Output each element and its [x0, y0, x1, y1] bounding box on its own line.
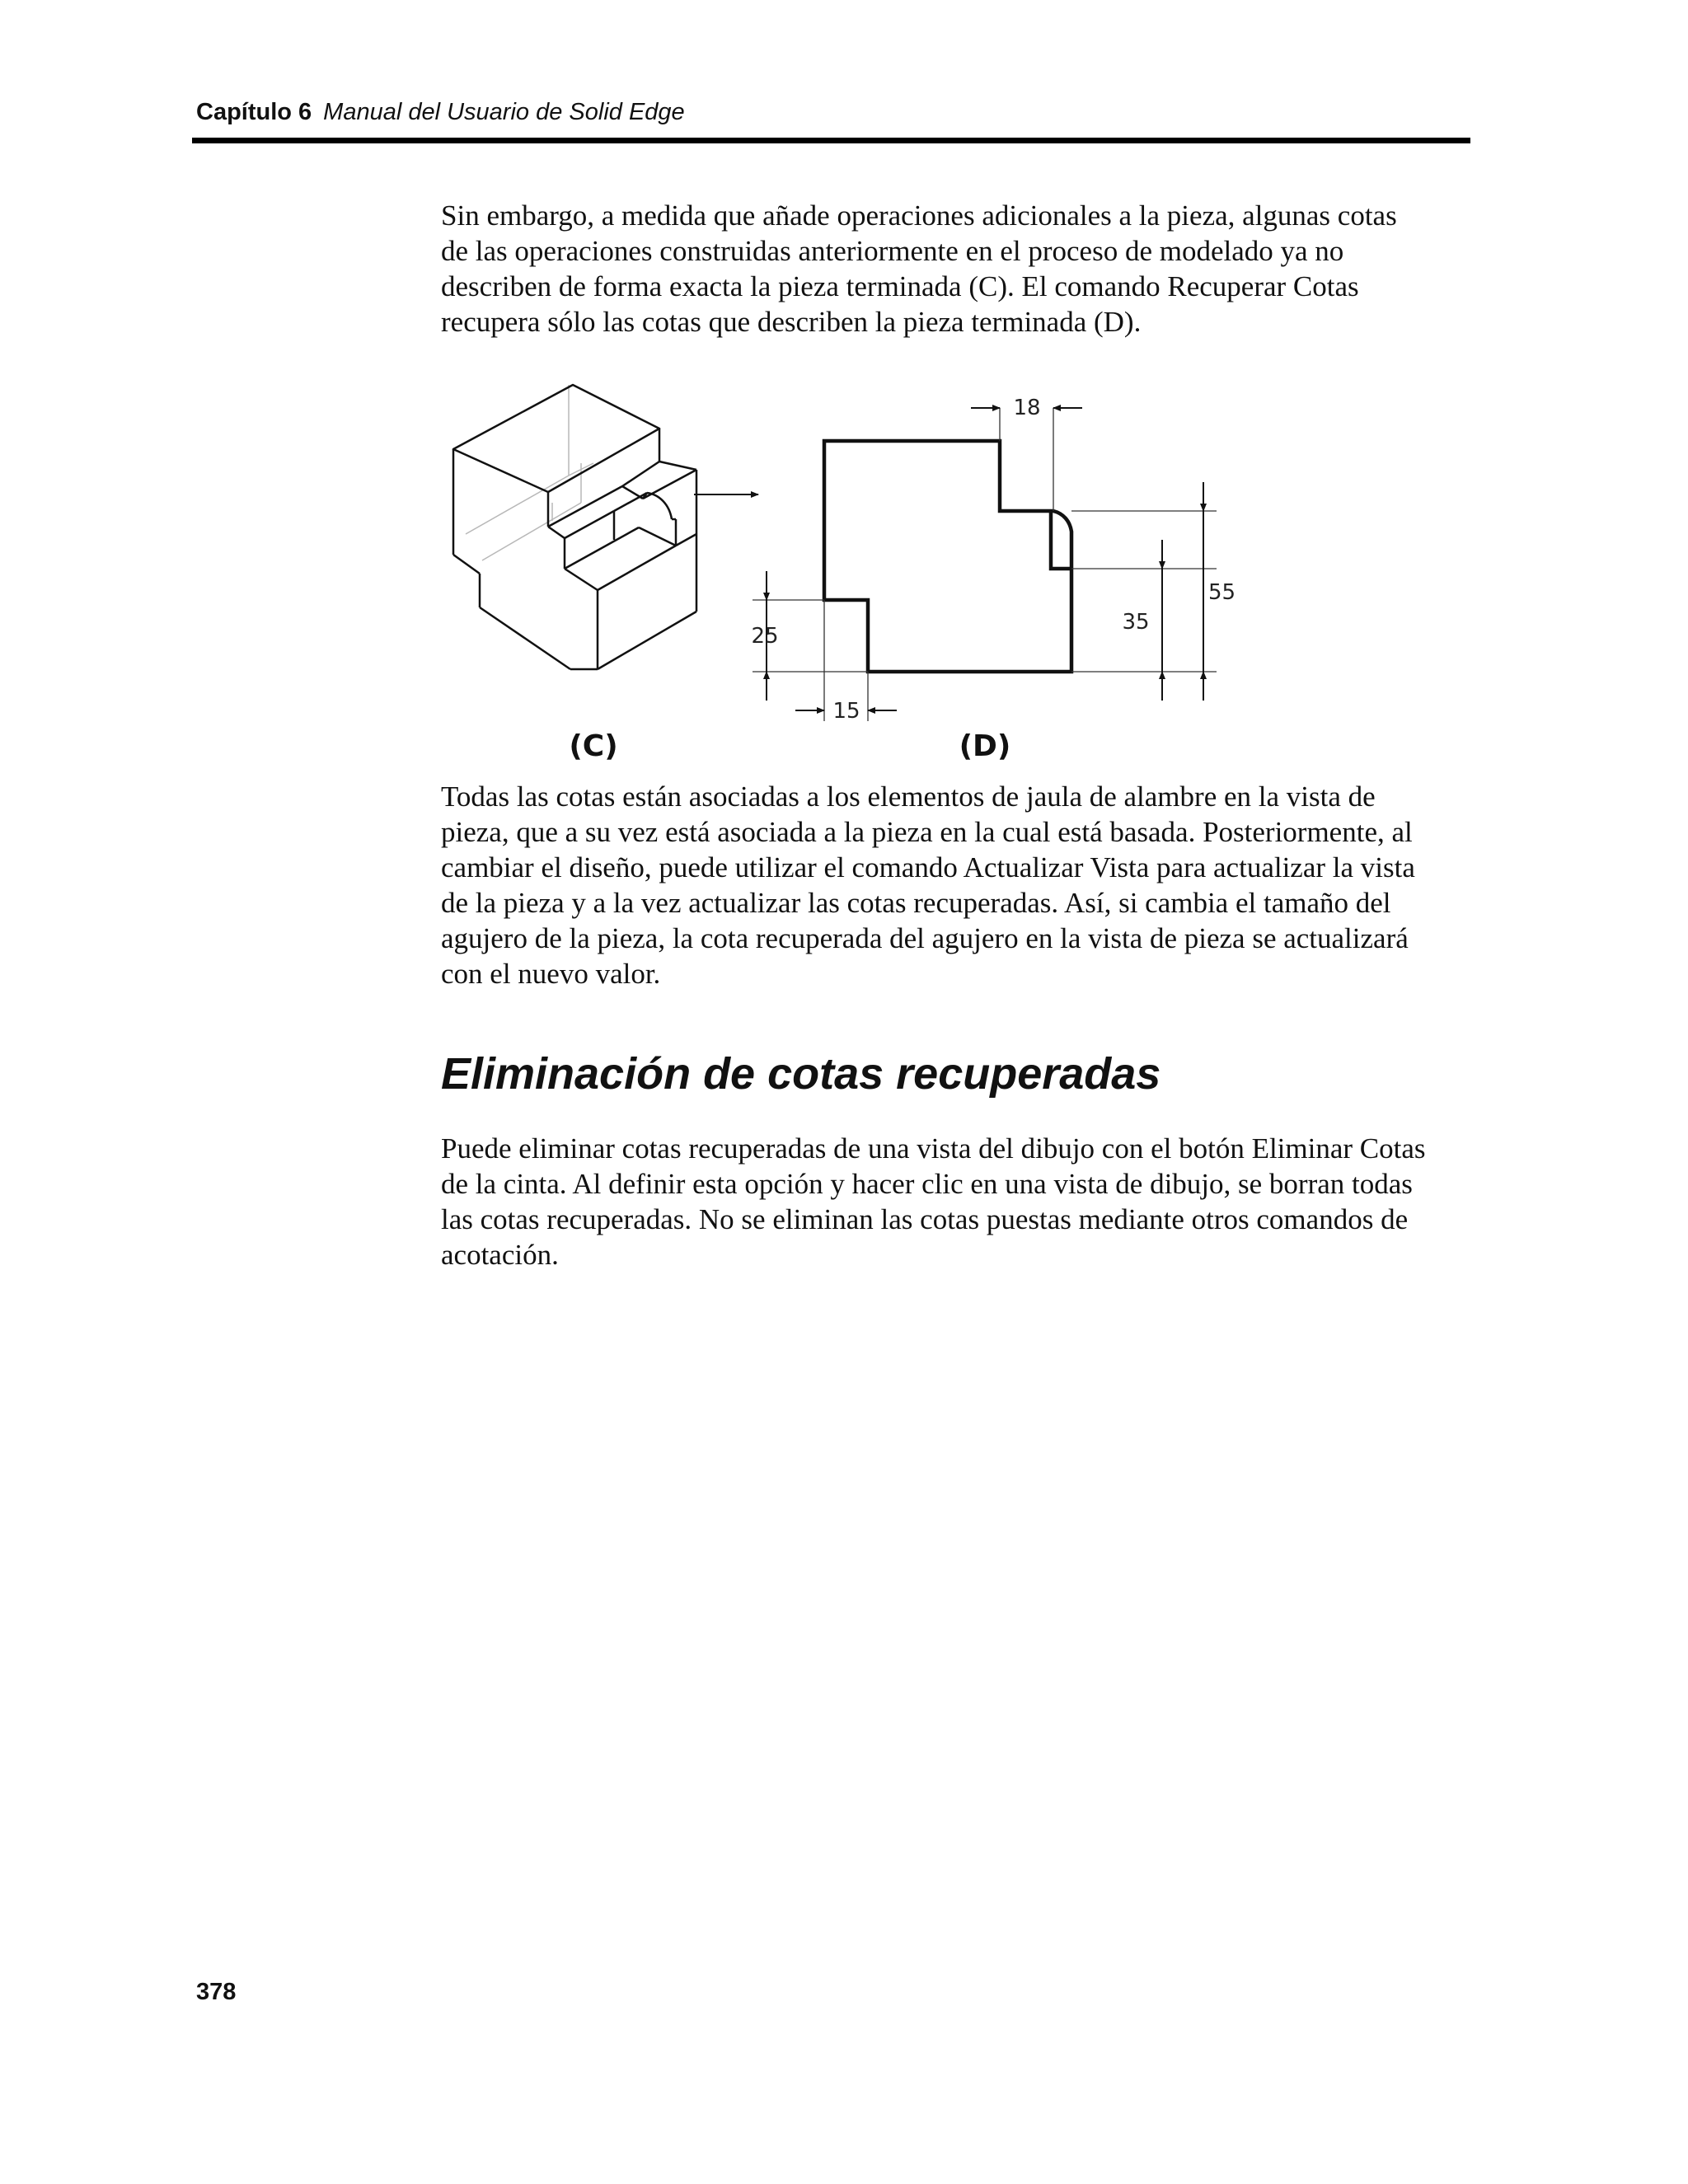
paragraph-line: de la pieza y a la vez actualizar las cotas recuperadas. Así, si cambia el tamaño del: [441, 887, 1391, 919]
dimension-top-value: 18: [1013, 396, 1041, 420]
wireframe-visible-lines: [453, 385, 696, 669]
paragraph-line: recupera sólo las cotas que describen la pieza terminada (D).: [441, 306, 1142, 338]
running-header: [196, 96, 685, 129]
section-heading: Eliminación de cotas recuperadas: [441, 1049, 1161, 1099]
figure-retrieved-dimensions: [437, 371, 1236, 766]
view-label-d: (D): [959, 729, 1011, 763]
dimension-bottom-value: 15: [832, 699, 860, 724]
dimension-right-outer-value: 55: [1208, 580, 1236, 605]
paragraph-line: las cotas recuperadas. No se eliminan las cotas puestas mediante otros comandos de: [441, 1203, 1409, 1235]
figure-drawing: [437, 371, 1236, 766]
paragraph-line: Sin embargo, a medida que añade operaciones adicionales a la pieza, algunas cotas: [441, 199, 1397, 232]
paragraph-associations: [441, 779, 1488, 991]
dimension-right-inner-value: 35: [1122, 610, 1150, 635]
paragraph-line: Puede eliminar cotas recuperadas de una vista del dibujo con el botón Eliminar Cotas: [441, 1132, 1426, 1165]
dimension-left-value: 25: [751, 624, 779, 649]
chapter-label: Capítulo 6: [196, 99, 312, 125]
header-rule: [192, 138, 1470, 143]
view-label-c: (C): [569, 729, 618, 763]
paragraph-line: cambiar el diseño, puede utilizar el comando Actualizar Vista para actualizar la vista: [441, 851, 1415, 883]
profile-view-d: [751, 396, 1236, 724]
page-number: 378: [196, 1979, 237, 2005]
extension-lines: [753, 408, 1217, 721]
paragraph-line: Todas las cotas están asociadas a los elementos de jaula de alambre en la vista de: [441, 780, 1376, 813]
profile-outline: [824, 441, 1071, 672]
isometric-part-c: [453, 385, 696, 669]
dimension-arrows: [767, 408, 1203, 710]
paragraph-line: con el nuevo valor.: [441, 958, 661, 990]
paragraph-line: describen de forma exacta la pieza terminada (C). El comando Recuperar Cotas: [441, 270, 1359, 302]
paragraph-delete-dimensions: [441, 1131, 1488, 1272]
paragraph-line: acotación.: [441, 1239, 559, 1271]
manual-title: Manual del Usuario de Solid Edge: [323, 99, 685, 125]
paragraph-intro: [441, 198, 1488, 340]
paragraph-line: pieza, que a su vez está asociada a la pieza en la cual está basada. Posteriormente, al: [441, 816, 1413, 848]
paragraph-line: de las operaciones construidas anteriormente en el proceso de modelado ya no: [441, 235, 1344, 267]
wireframe-hidden-lines: [466, 385, 593, 560]
paragraph-line: de la cinta. Al definir esta opción y hacer clic en una vista de dibujo, se borran todas: [441, 1168, 1413, 1200]
paragraph-line: agujero de la pieza, la cota recuperada del agujero en la vista de pieza se actualizará: [441, 922, 1409, 954]
